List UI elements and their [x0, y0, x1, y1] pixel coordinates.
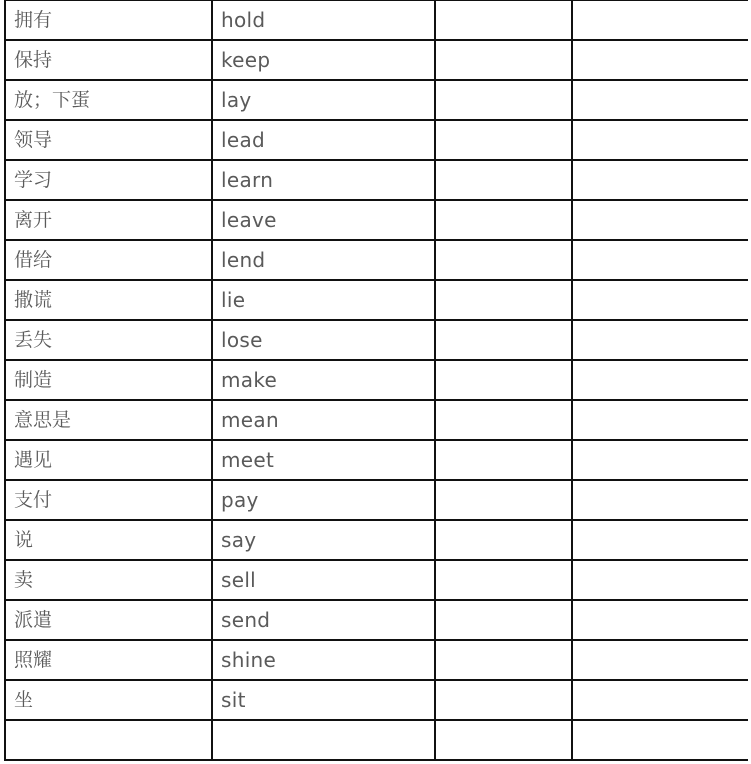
chinese-meaning-cell: 离开	[5, 200, 212, 240]
english-verb-cell: lead	[212, 120, 435, 160]
chinese-meaning-cell: 说	[5, 520, 212, 560]
table-row	[5, 240, 748, 280]
blank-cell-col4	[572, 0, 748, 40]
english-verb-cell: pay	[212, 480, 435, 520]
table-row	[5, 600, 748, 640]
vocabulary-table-body	[5, 0, 748, 760]
blank-cell-col3	[435, 280, 572, 320]
blank-cell-col4	[572, 560, 748, 600]
chinese-meaning-cell	[5, 720, 212, 760]
table-row	[5, 560, 748, 600]
chinese-meaning-cell: 遇见	[5, 440, 212, 480]
chinese-meaning-cell: 领导	[5, 120, 212, 160]
blank-cell-col3	[435, 0, 572, 40]
english-verb-cell: mean	[212, 400, 435, 440]
blank-cell-col4	[572, 360, 748, 400]
table-row	[5, 640, 748, 680]
blank-cell-col4	[572, 640, 748, 680]
chinese-meaning-cell: 制造	[5, 360, 212, 400]
blank-cell-col3	[435, 600, 572, 640]
english-verb-cell: learn	[212, 160, 435, 200]
english-verb-cell: lie	[212, 280, 435, 320]
chinese-meaning-cell: 学习	[5, 160, 212, 200]
table-row	[5, 400, 748, 440]
table-row	[5, 0, 748, 40]
chinese-meaning-cell: 照耀	[5, 640, 212, 680]
chinese-meaning-cell: 派遣	[5, 600, 212, 640]
blank-cell-col3	[435, 240, 572, 280]
blank-cell-col4	[572, 480, 748, 520]
table-row	[5, 160, 748, 200]
english-verb-cell: keep	[212, 40, 435, 80]
vocabulary-table	[4, 0, 748, 761]
blank-cell-col4	[572, 520, 748, 560]
english-verb-cell: lay	[212, 80, 435, 120]
table-row	[5, 520, 748, 560]
blank-cell-col3	[435, 120, 572, 160]
english-verb-cell: meet	[212, 440, 435, 480]
blank-cell-col3	[435, 80, 572, 120]
blank-cell-col4	[572, 320, 748, 360]
blank-cell-col4	[572, 80, 748, 120]
table-row	[5, 120, 748, 160]
blank-cell-col4	[572, 120, 748, 160]
vocabulary-table-container	[4, 0, 748, 764]
blank-cell-col3	[435, 40, 572, 80]
english-verb-cell: make	[212, 360, 435, 400]
table-row	[5, 200, 748, 240]
english-verb-cell: sell	[212, 560, 435, 600]
blank-cell-col3	[435, 640, 572, 680]
blank-cell-col3	[435, 480, 572, 520]
english-verb-cell: say	[212, 520, 435, 560]
blank-cell-col3	[435, 560, 572, 600]
blank-cell-col3	[435, 320, 572, 360]
chinese-meaning-cell: 卖	[5, 560, 212, 600]
table-row	[5, 480, 748, 520]
chinese-meaning-cell: 放；下蛋	[5, 80, 212, 120]
table-row	[5, 280, 748, 320]
english-verb-cell: hold	[212, 0, 435, 40]
blank-cell-col3	[435, 440, 572, 480]
chinese-meaning-cell: 支付	[5, 480, 212, 520]
table-row	[5, 440, 748, 480]
blank-cell-col4	[572, 40, 748, 80]
english-verb-cell: lose	[212, 320, 435, 360]
chinese-meaning-cell: 撒谎	[5, 280, 212, 320]
chinese-meaning-cell: 借给	[5, 240, 212, 280]
table-row	[5, 680, 748, 720]
chinese-meaning-cell: 意思是	[5, 400, 212, 440]
english-verb-cell: leave	[212, 200, 435, 240]
english-verb-cell: shine	[212, 640, 435, 680]
chinese-meaning-cell: 保持	[5, 40, 212, 80]
blank-cell-col4	[572, 160, 748, 200]
table-row	[5, 40, 748, 80]
blank-cell-col3	[435, 520, 572, 560]
english-verb-cell: send	[212, 600, 435, 640]
blank-cell-col4	[572, 440, 748, 480]
blank-cell-col3	[435, 720, 572, 760]
blank-cell-col3	[435, 680, 572, 720]
blank-cell-col4	[572, 400, 748, 440]
english-verb-cell: sit	[212, 680, 435, 720]
blank-cell-col4	[572, 680, 748, 720]
chinese-meaning-cell: 丢失	[5, 320, 212, 360]
blank-cell-col4	[572, 240, 748, 280]
blank-cell-col4	[572, 600, 748, 640]
table-row	[5, 720, 748, 760]
blank-cell-col4	[572, 200, 748, 240]
table-row	[5, 360, 748, 400]
blank-cell-col3	[435, 200, 572, 240]
table-row	[5, 80, 748, 120]
blank-cell-col4	[572, 280, 748, 320]
blank-cell-col3	[435, 360, 572, 400]
english-verb-cell: lend	[212, 240, 435, 280]
blank-cell-col3	[435, 400, 572, 440]
english-verb-cell	[212, 720, 435, 760]
blank-cell-col3	[435, 160, 572, 200]
blank-cell-col4	[572, 720, 748, 760]
table-row	[5, 320, 748, 360]
chinese-meaning-cell: 坐	[5, 680, 212, 720]
chinese-meaning-cell: 拥有	[5, 0, 212, 40]
